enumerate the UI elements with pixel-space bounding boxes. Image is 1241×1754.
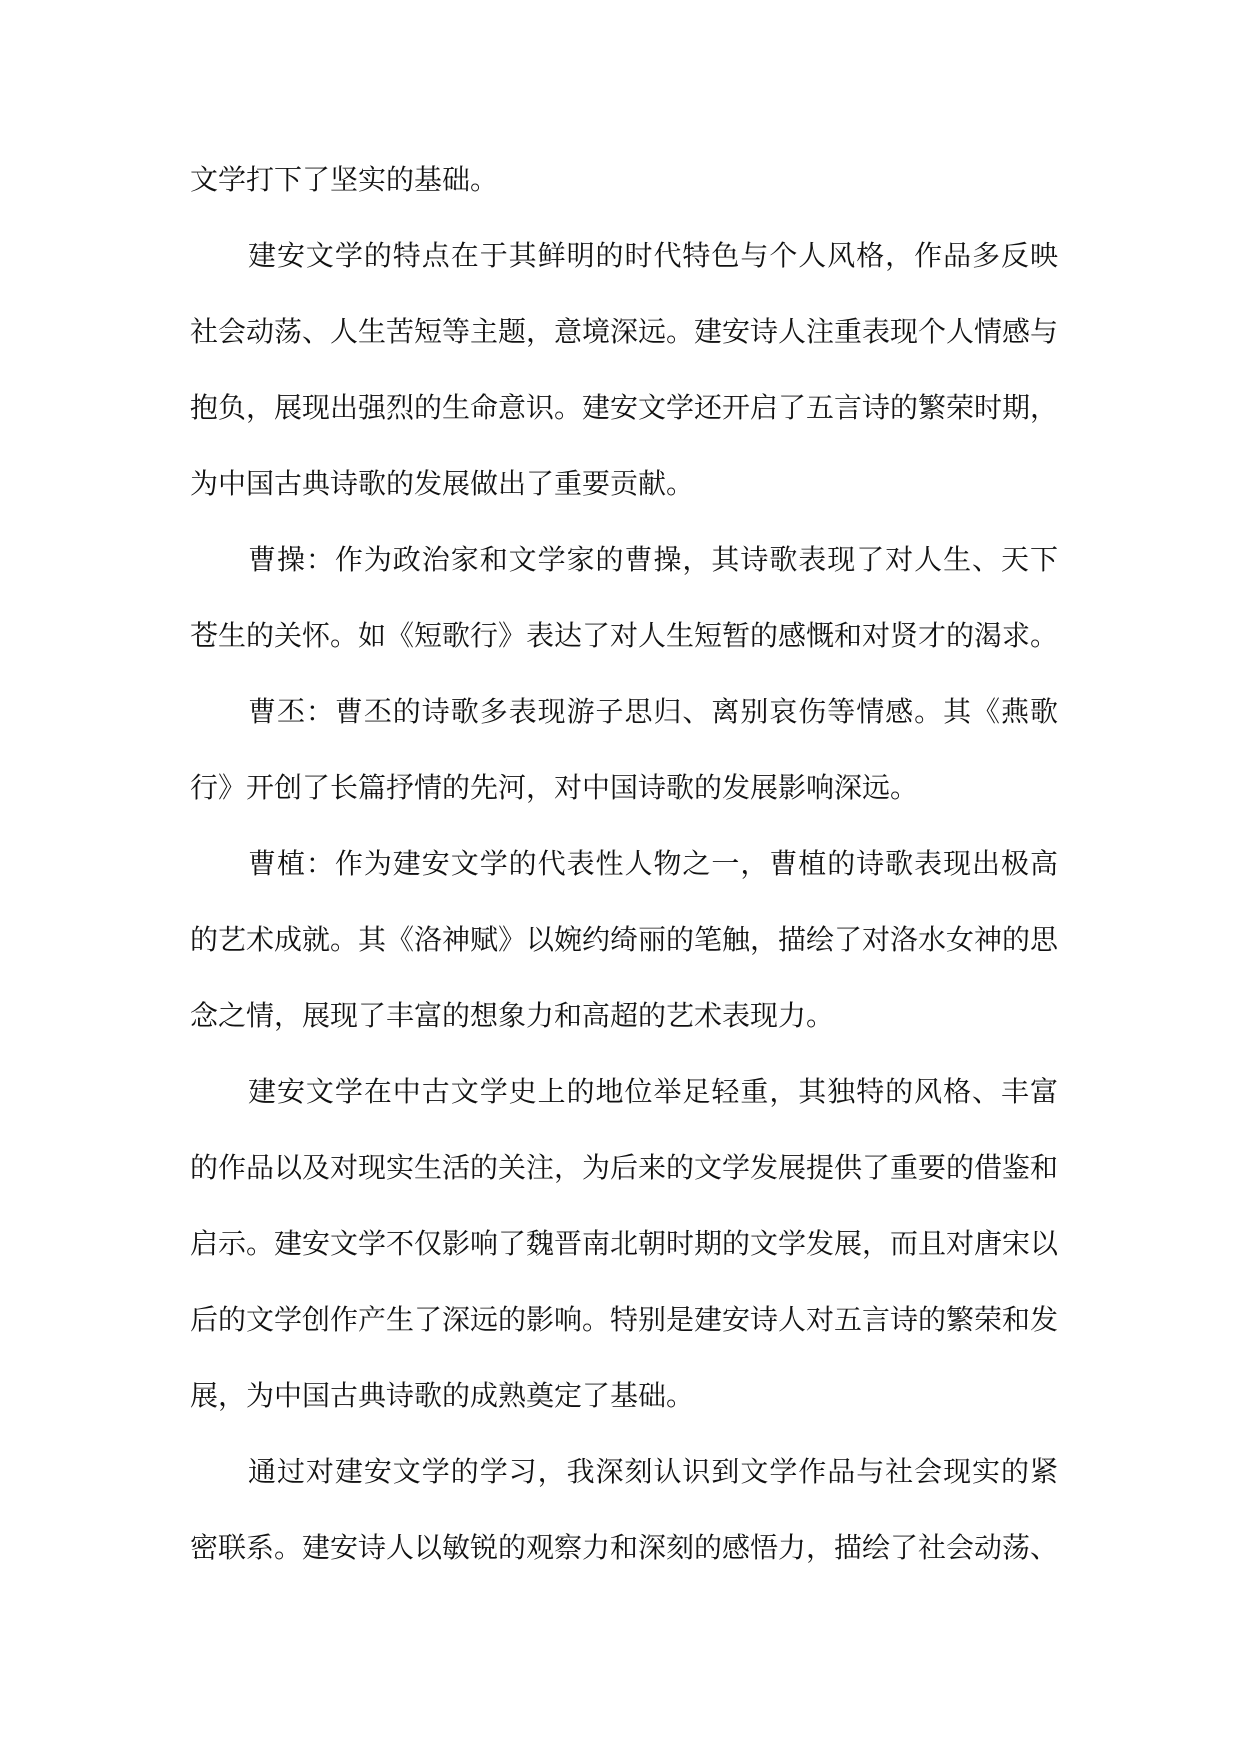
paragraph-cao-cao: 曹操：作为政治家和文学家的曹操，其诗歌表现了对人生、天下苍生的关怀。如《短歌行》表达了对人生短暂的感慨和对贤才的渴求。 (190, 543, 1059, 652)
paragraph-reflection: 通过对建安文学的学习，我深刻认识到文学作品与社会现实的紧密联系。建安诗人以敏锐的观察力和深刻的感悟力，描绘了社会动荡、 (190, 1455, 1059, 1564)
paragraph-continuation: 文学打下了坚实的基础。 (190, 163, 499, 196)
document-body (190, 142, 1058, 1586)
paragraph-cao-zhi: 曹植：作为建安文学的代表性人物之一，曹植的诗歌表现出极高的艺术成就。其《洛神赋》以婉约绮丽的笔触，描绘了对洛水女神的思念之情，展现了丰富的想象力和高超的艺术表现力。 (190, 847, 1059, 1032)
paragraph-jianan-status: 建安文学在中古文学史上的地位举足轻重，其独特的风格、丰富的作品以及对现实生活的关注，为后来的文学发展提供了重要的借鉴和启示。建安文学不仅影响了魏晋南北朝时期的文学发展，而且对唐宋以后的文学创作产生了深远的影响。特别是建安诗人对五言诗的繁荣和发展，为中国古典诗歌的成熟奠定了基础。 (190, 1075, 1059, 1412)
paragraph-cao-pi: 曹丕：曹丕的诗歌多表现游子思归、离别哀伤等情感。其《燕歌行》开创了长篇抒情的先河，对中国诗歌的发展影响深远。 (190, 695, 1058, 804)
paragraph-jianan-features: 建安文学的特点在于其鲜明的时代特色与个人风格，作品多反映社会动荡、人生苦短等主题，意境深远。建安诗人注重表现个人情感与抱负，展现出强烈的生命意识。建安文学还开启了五言诗的繁荣时期，为中国古典诗歌的发展做出了重要贡献。 (190, 239, 1059, 500)
